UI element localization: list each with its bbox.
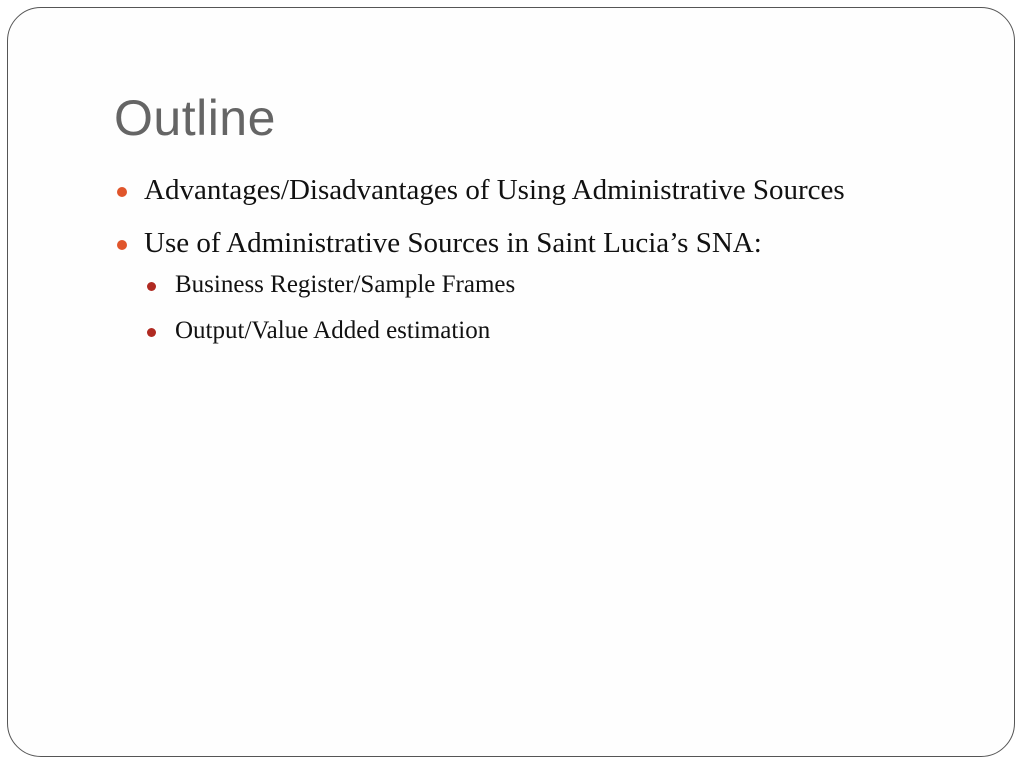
- bullet-dot-icon: [117, 240, 127, 250]
- sub-bullet-item: [144, 316, 845, 346]
- slide-title: Outline: [114, 90, 276, 146]
- bullet-item: [114, 226, 845, 346]
- sub-bullet-text: Output/Value Added estimation: [175, 317, 491, 344]
- bullet-item: [114, 173, 845, 207]
- bullet-dot-icon: [117, 187, 127, 197]
- sub-bullet-text: Business Register/Sample Frames: [175, 271, 516, 298]
- sub-bullet-dot-icon: [147, 328, 156, 337]
- bullet-text: Use of Administrative Sources in Saint Lucia’s SNA:: [144, 227, 762, 259]
- bullet-text: Advantages/Disadvantages of Using Administrative Sources: [144, 174, 845, 206]
- sub-bullet-item: [144, 270, 845, 300]
- sub-bullet-dot-icon: [147, 282, 156, 291]
- bullet-list: [114, 173, 845, 365]
- sub-bullet-list: [144, 270, 845, 346]
- slide: [7, 7, 1015, 757]
